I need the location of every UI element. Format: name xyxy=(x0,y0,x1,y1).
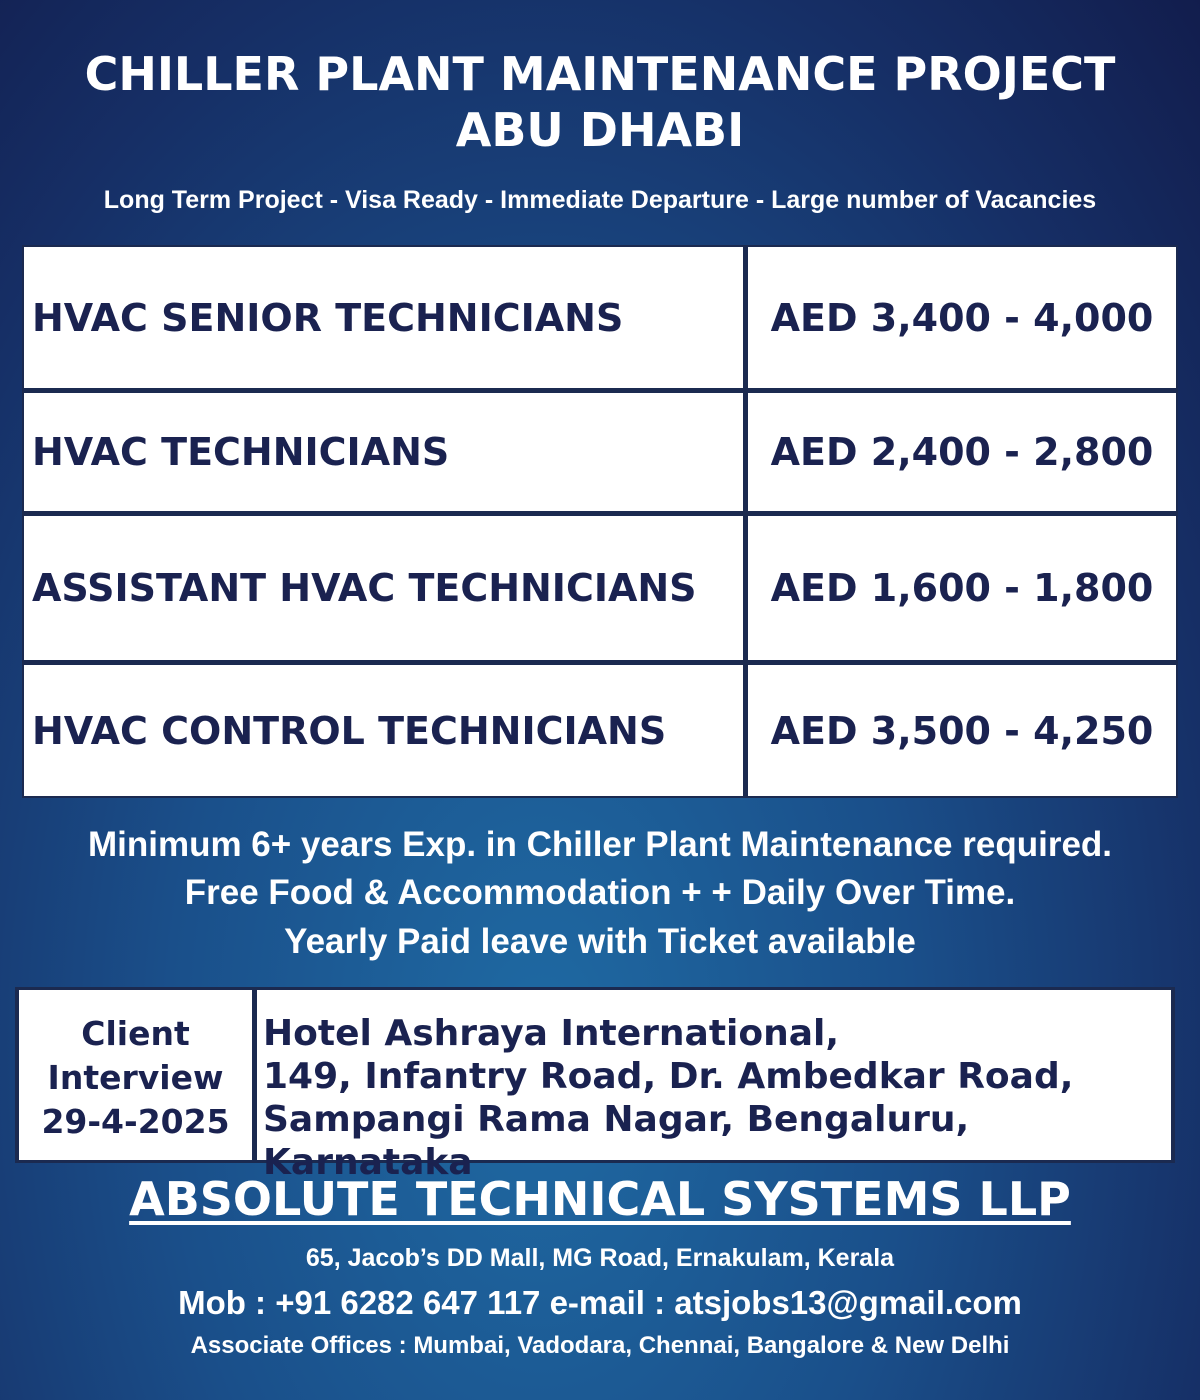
interview-label xyxy=(19,990,252,1160)
interview-box xyxy=(15,987,1175,1183)
job-row xyxy=(22,247,1178,388)
job-row xyxy=(22,516,1178,660)
requirement-leave: Yearly Paid leave with Ticket available xyxy=(284,922,916,961)
company-name-text: ABSOLUTE TECHNICAL SYSTEMS LLP xyxy=(129,1172,1071,1226)
venue-line: 149, Infantry Road, Dr. Ambedkar Road, xyxy=(263,1056,1074,1097)
venue-line: Sampangi Rama Nagar, Bengaluru, Karnataka xyxy=(263,1099,970,1183)
page-title-location: ABU DHABI xyxy=(455,103,745,157)
interview-label-line: Interview xyxy=(47,1058,224,1097)
job-role: HVAC CONTROL TECHNICIANS xyxy=(24,665,743,796)
job-role: HVAC TECHNICIANS xyxy=(24,393,743,511)
interview-label-line: Client xyxy=(81,1014,190,1053)
job-salary: AED 3,500 - 4,250 xyxy=(748,665,1176,796)
job-salary: AED 1,600 - 1,800 xyxy=(748,516,1176,660)
job-row xyxy=(22,665,1178,796)
company-name xyxy=(0,1172,1200,1226)
job-salary: AED 2,400 - 2,800 xyxy=(748,393,1176,511)
job-salary: AED 3,400 - 4,000 xyxy=(748,247,1176,388)
job-role: ASSISTANT HVAC TECHNICIANS xyxy=(24,516,743,660)
page-subtitle: Long Term Project - Visa Ready - Immediate Departure - Large number of Vacancies xyxy=(103,186,1097,214)
company-offices: Associate Offices : Mumbai, Vadodara, Chennai, Bangalore & New Delhi xyxy=(190,1332,1010,1359)
page-title: CHILLER PLANT MAINTENANCE PROJECT xyxy=(84,47,1116,101)
venue-line: Hotel Ashraya International, xyxy=(263,1013,840,1054)
company-contact: Mob : +91 6282 647 117 e-mail : atsjobs13@gmail.com xyxy=(178,1284,1022,1321)
interview-venue xyxy=(257,990,1171,1183)
company-address: 65, Jacob’s DD Mall, MG Road, Ernakulam, Kerala xyxy=(305,1244,895,1272)
interview-date: 29-4-2025 xyxy=(41,1102,230,1141)
job-role: HVAC SENIOR TECHNICIANS xyxy=(24,247,743,388)
job-row xyxy=(22,393,1178,511)
requirement-benefits: Free Food & Accommodation + + Daily Over Time. xyxy=(184,873,1016,912)
jobs-table xyxy=(22,245,1178,798)
requirement-experience: Minimum 6+ years Exp. in Chiller Plant Maintenance required. xyxy=(87,825,1113,864)
